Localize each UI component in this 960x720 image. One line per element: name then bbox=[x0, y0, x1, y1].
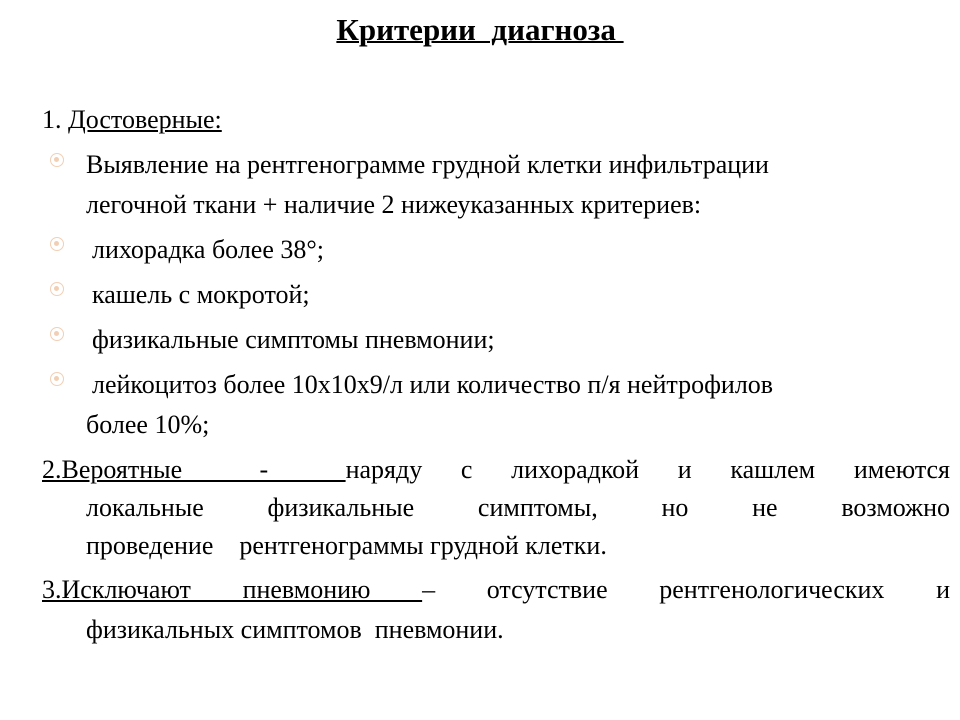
section2-line3: проведение рентгенограммы грудной клетки. bbox=[86, 531, 607, 560]
slide-title: Критерии диагноза bbox=[336, 12, 624, 47]
section1-intro-line1: Выявление на рентгенограмме грудной клетки инфильтрации bbox=[86, 150, 769, 179]
section2-heading: 2.Вероятные - bbox=[42, 455, 346, 484]
section2-line1 bbox=[42, 450, 950, 490]
criterion-item-line2: более 10%; bbox=[86, 410, 210, 439]
criterion-item: лихорадка более 38°; bbox=[92, 235, 325, 264]
section2-line1-text: наряду с лихорадкой и кашлем имеются bbox=[345, 455, 951, 484]
bullet-icon bbox=[50, 153, 64, 167]
bullet-icon bbox=[50, 372, 64, 386]
section1-number: 1. bbox=[42, 105, 68, 134]
bullet-icon bbox=[50, 282, 64, 296]
section1-intro-line2: легочной ткани + наличие 2 нижеуказанных критериев: bbox=[86, 190, 702, 219]
section3-heading: 3.Исключают пневмонию bbox=[42, 575, 423, 604]
criterion-item: физикальные симптомы пневмонии; bbox=[92, 325, 495, 354]
criterion-item-line1: лейкоцитоз более 10х10х9/л или количество п/я нейтрофилов bbox=[92, 370, 774, 399]
section3-line2: физикальных симптомов пневмонии. bbox=[86, 615, 504, 644]
section1-header bbox=[42, 100, 222, 140]
section3-line1 bbox=[42, 570, 950, 610]
bullet-icon bbox=[50, 237, 64, 251]
section1-heading: Достоверные: bbox=[68, 105, 222, 134]
criterion-item: кашель с мокротой; bbox=[92, 280, 310, 309]
bullet-icon bbox=[50, 327, 64, 341]
section2-line2: локальные физикальные симптомы, но не возможно bbox=[86, 493, 950, 522]
section3-line1-text: – отсутствие рентгенологических и bbox=[422, 575, 950, 604]
